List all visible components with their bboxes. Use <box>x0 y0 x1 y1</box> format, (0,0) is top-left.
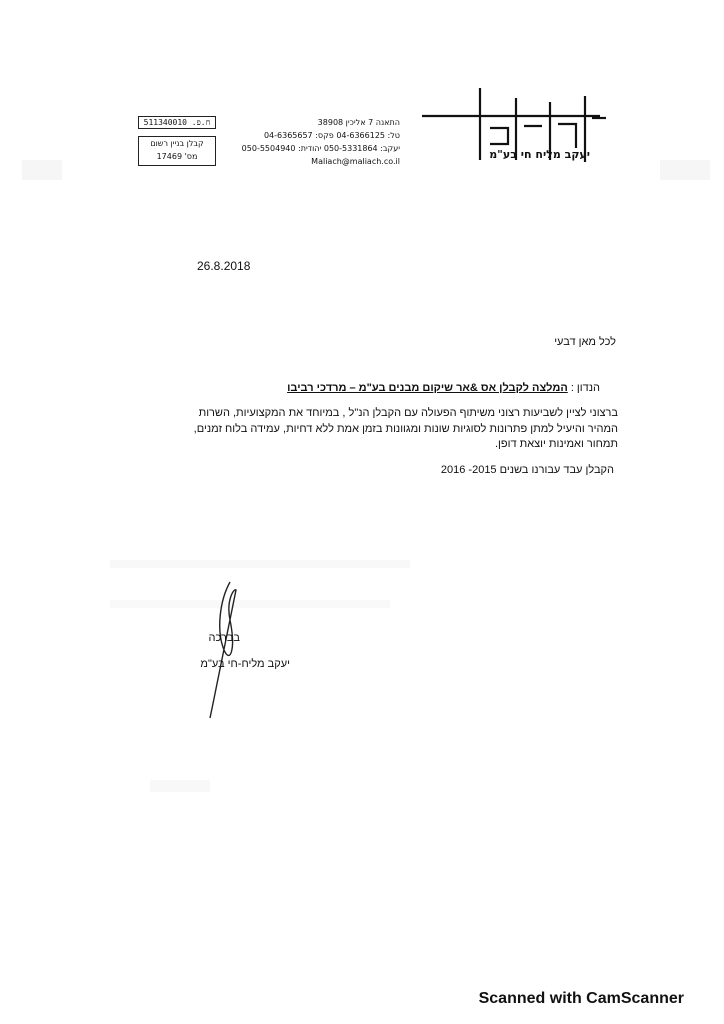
address: התאנה 7 אליכין 38908 <box>317 118 400 127</box>
letter-date: 26.8.2018 <box>197 259 251 273</box>
signer-name: יעקב מליח-חי בע"מ <box>200 658 290 670</box>
registered-contractor-box <box>138 136 216 166</box>
phone-fax: טל: 04-6366125 פקס: 04-6365657 <box>263 131 400 140</box>
paragraph-line: המהיר והיעיל למתן פתרונות לסוגיות שונות ומגוונות בזמן אמת ללא דחיות, עמידה בלוח זמנים, <box>193 422 618 435</box>
registered-contractor-line2: מס' 17469 <box>156 152 198 161</box>
camscanner-watermark: Scanned with CamScanner <box>478 990 684 1007</box>
subject-text: המלצה לקבלן אס &אר שיקום מבנים בע"מ – מרדכי רביבו <box>287 382 568 394</box>
years-worked: הקבלן עבד עבורנו בשנים 2015- 2016 <box>440 464 614 476</box>
body-paragraph <box>148 406 618 453</box>
paragraph-line: תמחור ואמינות יוצאת דופן. <box>494 438 618 450</box>
salutation: לכל מאן דבעי <box>554 336 616 348</box>
closing-greeting: בברכה <box>208 632 240 644</box>
mobile-numbers: יעקב: 050-5331864 יהודית: 050-5504940 <box>241 144 400 153</box>
subject-prefix: הנדון : <box>570 382 600 394</box>
subject-line <box>200 382 600 394</box>
paragraph-line: ברצוני לציין לשביעות רצוני משיתוף הפעולה עם הקבלן הנ"ל , במיוחד את המקצועיות, השרות <box>198 407 618 419</box>
email: Maliach@maliach.co.il <box>311 157 400 166</box>
company-logo-name: יעקב מליח חי בע"מ <box>489 148 590 161</box>
contact-details <box>220 116 400 168</box>
handwritten-signature <box>190 580 260 720</box>
company-number-box: ח.פ. 511340010 <box>138 116 216 129</box>
registered-contractor-line1: קבלן בניין רשום <box>150 139 204 148</box>
